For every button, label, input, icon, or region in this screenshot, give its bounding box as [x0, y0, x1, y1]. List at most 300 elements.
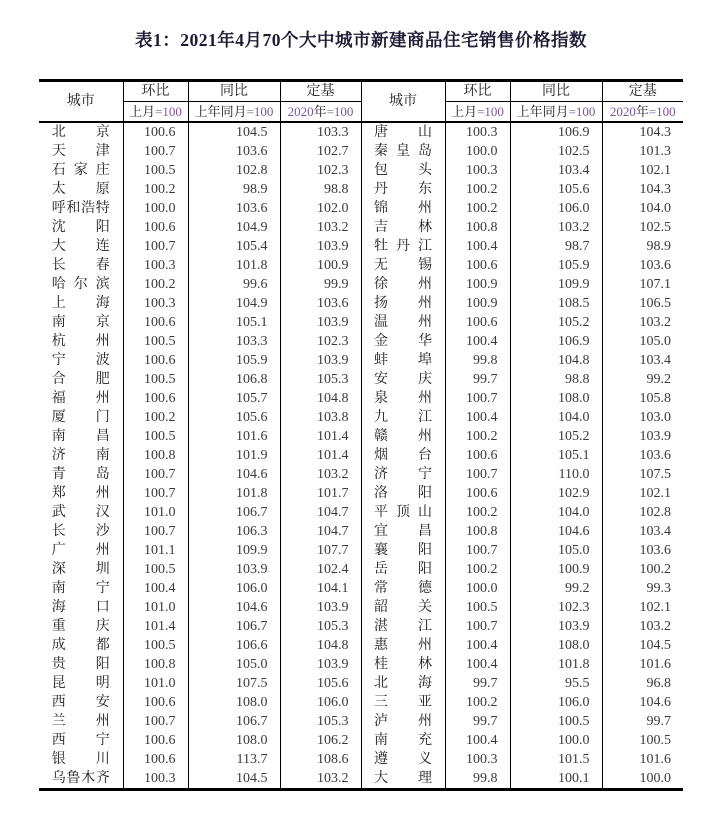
city-cell: [39, 122, 123, 142]
subheader-part: 年: [313, 104, 327, 119]
table-row: [39, 313, 683, 332]
city-name: 郑州: [51, 486, 110, 501]
yoy-value: 106.7: [188, 503, 280, 522]
city-cell: [361, 351, 445, 370]
base-value: 103.6: [602, 446, 683, 465]
city-cell: [39, 275, 123, 294]
mom-value: 100.3: [123, 294, 188, 313]
table-row: [39, 389, 683, 408]
base-value: 103.2: [602, 313, 683, 332]
mom-value: 100.8: [445, 218, 510, 237]
city-name: 锦州: [374, 201, 432, 216]
mom-value: 100.7: [123, 465, 188, 484]
city-name: 泉州: [374, 391, 432, 406]
yoy-value: 99.2: [510, 579, 602, 598]
mom-value: 100.4: [445, 655, 510, 674]
city-cell: [361, 294, 445, 313]
mom-value: 100.6: [445, 484, 510, 503]
city-name: 南宁: [51, 581, 110, 596]
city-cell: [39, 446, 123, 465]
subheader-part: =100: [568, 104, 596, 119]
yoy-value: 101.8: [510, 655, 602, 674]
city-cell: [361, 313, 445, 332]
city-cell: [39, 693, 123, 712]
table-row: [39, 332, 683, 351]
city-name: 南昌: [51, 429, 110, 444]
mom-value: 100.7: [123, 142, 188, 161]
yoy-value: 105.9: [510, 256, 602, 275]
city-name: 大连: [51, 239, 110, 254]
yoy-value: 106.8: [188, 370, 280, 389]
city-name: 九江: [374, 410, 432, 425]
city-name: 惠州: [374, 638, 432, 653]
city-cell: [361, 503, 445, 522]
column-header-yoy: 同比: [510, 81, 602, 102]
city-name: 扬州: [374, 296, 432, 311]
yoy-value: 108.0: [188, 693, 280, 712]
city-cell: [39, 541, 123, 560]
table-row: [39, 541, 683, 560]
city-name: 湛江: [374, 619, 432, 634]
column-header-base: 定基: [280, 81, 361, 102]
city-cell: [39, 598, 123, 617]
table-row: [39, 161, 683, 180]
mom-value: 100.6: [123, 693, 188, 712]
city-name: 天津: [51, 144, 110, 159]
city-cell: [361, 199, 445, 218]
yoy-value: 105.1: [510, 446, 602, 465]
mom-value: 100.6: [123, 351, 188, 370]
table-row: [39, 180, 683, 199]
mom-value: 100.5: [123, 161, 188, 180]
subheader-part: 上年同月: [194, 104, 247, 119]
city-name: 兰州: [51, 714, 110, 729]
city-cell: [361, 370, 445, 389]
table-row: [39, 275, 683, 294]
base-value: 103.6: [280, 294, 361, 313]
city-name: 长沙: [51, 524, 110, 539]
city-cell: [39, 712, 123, 731]
city-cell: [39, 674, 123, 693]
base-value: 102.7: [280, 142, 361, 161]
base-value: 105.8: [602, 389, 683, 408]
base-value: 102.3: [280, 332, 361, 351]
base-value: 104.7: [280, 522, 361, 541]
yoy-value: 104.8: [510, 351, 602, 370]
city-name: 深圳: [51, 562, 110, 577]
yoy-value: 104.6: [188, 465, 280, 484]
base-value: 99.9: [280, 275, 361, 294]
yoy-value: 102.8: [188, 161, 280, 180]
base-value: 100.0: [602, 769, 683, 790]
yoy-value: 101.8: [188, 484, 280, 503]
city-cell: [361, 122, 445, 142]
city-cell: [361, 389, 445, 408]
city-name: 哈尔滨: [51, 277, 110, 292]
city-name: 西安: [51, 695, 110, 710]
column-header-city: 城市: [361, 81, 445, 123]
base-value: 103.9: [280, 237, 361, 256]
base-value: 100.2: [602, 560, 683, 579]
table-row: [39, 617, 683, 636]
city-cell: [361, 655, 445, 674]
yoy-value: 109.9: [188, 541, 280, 560]
city-name: 乌鲁木齐: [51, 771, 110, 786]
mom-value: 100.5: [445, 598, 510, 617]
mom-value: 100.3: [445, 161, 510, 180]
column-header-mom: 环比: [445, 81, 510, 102]
city-cell: [361, 674, 445, 693]
yoy-value: 107.5: [188, 674, 280, 693]
subheader-part: 上年同月: [516, 104, 569, 119]
city-name: 三亚: [374, 695, 432, 710]
mom-value: 100.2: [445, 693, 510, 712]
table-row: [39, 655, 683, 674]
city-cell: [361, 769, 445, 790]
yoy-value: 104.9: [188, 218, 280, 237]
city-name: 丹东: [374, 182, 432, 197]
table-body: [39, 122, 683, 790]
mom-value: 100.4: [445, 408, 510, 427]
yoy-value: 98.9: [188, 180, 280, 199]
base-value: 99.2: [602, 370, 683, 389]
yoy-value: 109.9: [510, 275, 602, 294]
city-name: 徐州: [374, 277, 432, 292]
subheader-mom-base: [123, 102, 188, 123]
yoy-value: 103.6: [188, 142, 280, 161]
column-header-mom: 环比: [123, 81, 188, 102]
city-cell: [361, 579, 445, 598]
mom-value: 100.5: [123, 427, 188, 446]
city-cell: [361, 161, 445, 180]
base-value: 105.3: [280, 370, 361, 389]
mom-value: 100.2: [445, 199, 510, 218]
yoy-value: 101.6: [188, 427, 280, 446]
column-header-yoy: 同比: [188, 81, 280, 102]
subheader-yoy-base: [510, 102, 602, 123]
city-cell: [361, 560, 445, 579]
city-name: 上海: [51, 296, 110, 311]
city-cell: [361, 636, 445, 655]
city-cell: [361, 617, 445, 636]
mom-value: 100.2: [445, 503, 510, 522]
base-value: 103.6: [602, 256, 683, 275]
base-value: 102.4: [280, 560, 361, 579]
city-name: 武汉: [51, 505, 110, 520]
subheader-part: =100: [246, 104, 274, 119]
mom-value: 100.4: [445, 237, 510, 256]
yoy-value: 102.5: [510, 142, 602, 161]
subheader-part: =100: [477, 104, 504, 119]
city-cell: [39, 142, 123, 161]
mom-value: 99.8: [445, 769, 510, 790]
city-name: 太原: [51, 182, 110, 197]
city-cell: [39, 370, 123, 389]
mom-value: 100.3: [123, 256, 188, 275]
subheader-fixed-base: [602, 102, 683, 123]
city-cell: [361, 541, 445, 560]
yoy-value: 104.5: [188, 769, 280, 790]
mom-value: 101.1: [123, 541, 188, 560]
table-header: [39, 81, 683, 123]
base-value: 106.2: [280, 731, 361, 750]
city-cell: [39, 503, 123, 522]
yoy-value: 105.2: [510, 313, 602, 332]
city-name: 贵阳: [51, 657, 110, 672]
mom-value: 100.2: [123, 275, 188, 294]
subheader-part: =100: [648, 104, 676, 119]
yoy-value: 106.3: [188, 522, 280, 541]
base-value: 100.5: [602, 731, 683, 750]
yoy-value: 104.0: [510, 408, 602, 427]
subheader-part: =100: [326, 104, 354, 119]
city-cell: [361, 731, 445, 750]
yoy-value: 105.9: [188, 351, 280, 370]
mom-value: 100.5: [123, 370, 188, 389]
city-cell: [361, 256, 445, 275]
base-value: 103.6: [602, 541, 683, 560]
mom-value: 100.7: [123, 484, 188, 503]
yoy-value: 104.5: [188, 122, 280, 142]
city-name: 牡丹江: [374, 239, 432, 254]
city-name: 温州: [374, 315, 432, 330]
table-row: [39, 122, 683, 142]
city-name: 石家庄: [51, 163, 110, 178]
table-row: [39, 560, 683, 579]
table-row: [39, 256, 683, 275]
city-name: 包头: [374, 163, 432, 178]
city-name: 银川: [51, 752, 110, 767]
mom-value: 100.2: [123, 180, 188, 199]
city-cell: [39, 636, 123, 655]
city-name: 北海: [374, 676, 432, 691]
base-value: 102.1: [602, 161, 683, 180]
yoy-value: 105.0: [188, 655, 280, 674]
base-value: 108.6: [280, 750, 361, 769]
table-row: [39, 674, 683, 693]
mom-value: 100.8: [123, 655, 188, 674]
mom-value: 100.6: [123, 750, 188, 769]
base-value: 105.0: [602, 332, 683, 351]
mom-value: 100.6: [123, 313, 188, 332]
yoy-value: 98.7: [510, 237, 602, 256]
yoy-value: 108.5: [510, 294, 602, 313]
city-cell: [361, 142, 445, 161]
mom-value: 100.2: [445, 180, 510, 199]
table-row: [39, 750, 683, 769]
city-name: 吉林: [374, 220, 432, 235]
base-value: 105.6: [280, 674, 361, 693]
city-name: 合肥: [51, 372, 110, 387]
table-row: [39, 731, 683, 750]
city-cell: [39, 313, 123, 332]
city-cell: [361, 484, 445, 503]
yoy-value: 105.1: [188, 313, 280, 332]
base-value: 96.8: [602, 674, 683, 693]
subheader-mom-base: [445, 102, 510, 123]
base-value: 102.1: [602, 484, 683, 503]
table-row: [39, 370, 683, 389]
yoy-value: 100.1: [510, 769, 602, 790]
city-name: 宜昌: [374, 524, 432, 539]
subheader-part: 上月: [129, 104, 156, 119]
yoy-value: 105.7: [188, 389, 280, 408]
mom-value: 100.7: [445, 465, 510, 484]
city-name: 济南: [51, 448, 110, 463]
yoy-value: 106.6: [188, 636, 280, 655]
mom-value: 100.5: [123, 560, 188, 579]
yoy-value: 102.9: [510, 484, 602, 503]
yoy-value: 105.6: [188, 408, 280, 427]
yoy-value: 103.9: [188, 560, 280, 579]
city-name: 昆明: [51, 676, 110, 691]
city-cell: [361, 522, 445, 541]
city-name: 沈阳: [51, 220, 110, 235]
base-value: 101.7: [280, 484, 361, 503]
mom-value: 99.7: [445, 674, 510, 693]
city-cell: [39, 161, 123, 180]
mom-value: 100.2: [123, 408, 188, 427]
city-cell: [39, 218, 123, 237]
city-cell: [39, 731, 123, 750]
mom-value: 100.2: [445, 427, 510, 446]
yoy-value: 95.5: [510, 674, 602, 693]
base-value: 102.1: [602, 598, 683, 617]
base-value: 103.2: [280, 218, 361, 237]
base-value: 105.3: [280, 712, 361, 731]
yoy-value: 108.0: [188, 731, 280, 750]
yoy-value: 101.8: [188, 256, 280, 275]
base-value: 103.2: [602, 617, 683, 636]
yoy-value: 105.4: [188, 237, 280, 256]
city-name: 韶关: [374, 600, 432, 615]
table-row: [39, 218, 683, 237]
city-name: 成都: [51, 638, 110, 653]
city-cell: [39, 199, 123, 218]
yoy-value: 104.6: [510, 522, 602, 541]
base-value: 104.7: [280, 503, 361, 522]
base-value: 102.3: [280, 161, 361, 180]
base-value: 104.8: [280, 389, 361, 408]
yoy-value: 103.9: [510, 617, 602, 636]
yoy-value: 100.5: [510, 712, 602, 731]
yoy-value: 104.6: [188, 598, 280, 617]
mom-value: 101.0: [123, 598, 188, 617]
base-value: 103.2: [280, 769, 361, 790]
mom-value: 100.0: [445, 579, 510, 598]
yoy-value: 105.2: [510, 427, 602, 446]
mom-value: 101.4: [123, 617, 188, 636]
table-row: [39, 522, 683, 541]
table-row: [39, 237, 683, 256]
base-value: 104.0: [602, 199, 683, 218]
city-cell: [361, 750, 445, 769]
city-name: 北京: [51, 125, 110, 140]
yoy-value: 106.0: [510, 693, 602, 712]
base-value: 102.8: [602, 503, 683, 522]
mom-value: 100.9: [445, 294, 510, 313]
base-value: 103.9: [602, 427, 683, 446]
base-value: 103.4: [602, 351, 683, 370]
city-name: 常德: [374, 581, 432, 596]
city-cell: [361, 712, 445, 731]
base-value: 106.5: [602, 294, 683, 313]
city-cell: [39, 560, 123, 579]
city-name: 青岛: [51, 467, 110, 482]
yoy-value: 113.7: [188, 750, 280, 769]
table-row: [39, 579, 683, 598]
table-row: [39, 712, 683, 731]
mom-value: 100.7: [445, 389, 510, 408]
city-cell: [39, 256, 123, 275]
city-cell: [361, 408, 445, 427]
yoy-value: 100.9: [510, 560, 602, 579]
base-value: 107.7: [280, 541, 361, 560]
table-row: [39, 427, 683, 446]
mom-value: 100.6: [445, 256, 510, 275]
header-row-metrics: [39, 81, 683, 102]
mom-value: 100.9: [445, 275, 510, 294]
city-name: 烟台: [374, 448, 432, 463]
city-cell: [361, 332, 445, 351]
city-name: 泸州: [374, 714, 432, 729]
table-row: [39, 769, 683, 790]
yoy-value: 106.7: [188, 617, 280, 636]
city-cell: [39, 617, 123, 636]
mom-value: 100.5: [123, 636, 188, 655]
city-cell: [39, 351, 123, 370]
table-row: [39, 408, 683, 427]
city-name: 遵义: [374, 752, 432, 767]
yoy-value: 106.9: [510, 122, 602, 142]
yoy-value: 108.0: [510, 389, 602, 408]
base-value: 102.5: [602, 218, 683, 237]
base-value: 105.3: [280, 617, 361, 636]
city-name: 金华: [374, 334, 432, 349]
mom-value: 100.7: [123, 522, 188, 541]
yoy-value: 104.0: [510, 503, 602, 522]
city-cell: [361, 446, 445, 465]
city-cell: [39, 522, 123, 541]
mom-value: 100.7: [445, 541, 510, 560]
base-value: 106.0: [280, 693, 361, 712]
city-cell: [361, 693, 445, 712]
base-value: 104.3: [602, 122, 683, 142]
mom-value: 100.6: [445, 446, 510, 465]
subheader-part: 年: [635, 104, 649, 119]
city-name: 桂林: [374, 657, 432, 672]
base-value: 104.6: [602, 693, 683, 712]
city-name: 长春: [51, 258, 110, 273]
mom-value: 99.8: [445, 351, 510, 370]
table-row: [39, 636, 683, 655]
mom-value: 100.7: [123, 712, 188, 731]
subheader-part: 2020: [287, 104, 314, 119]
yoy-value: 101.5: [510, 750, 602, 769]
city-name: 海口: [51, 600, 110, 615]
base-value: 103.9: [280, 598, 361, 617]
city-cell: [39, 294, 123, 313]
city-cell: [361, 465, 445, 484]
city-name: 赣州: [374, 429, 432, 444]
mom-value: 100.4: [445, 332, 510, 351]
city-name: 重庆: [51, 619, 110, 634]
city-name: 秦皇岛: [374, 144, 432, 159]
base-value: 101.6: [602, 655, 683, 674]
base-value: 101.4: [280, 446, 361, 465]
base-value: 104.8: [280, 636, 361, 655]
mom-value: 100.8: [123, 446, 188, 465]
